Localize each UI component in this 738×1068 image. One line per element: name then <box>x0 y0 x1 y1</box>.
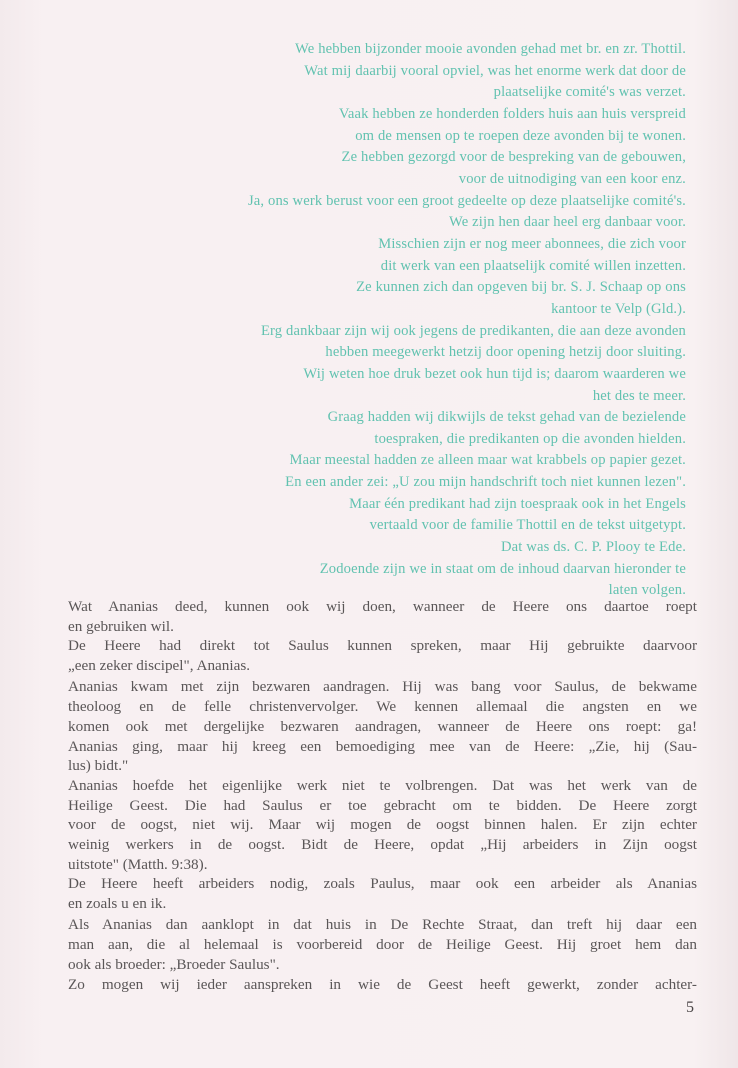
body-line: Ananias hoefde het eigenlijke werk niet te volbrengen. Dat was het werk van de <box>68 776 697 794</box>
body-line: „een zeker discipel", Ananias. <box>68 657 251 675</box>
intro-line: laten volgen. <box>608 582 686 599</box>
body-line: Zo mogen wij ieder aanspreken in wie de Geest heeft gewerkt, zonder achter- <box>68 975 697 993</box>
intro-line: En een ander zei: „U zou mijn handschrift toch niet kunnen lezen". <box>285 474 686 491</box>
intro-line: Maar meestal hadden ze alleen maar wat krabbels op papier gezet. <box>289 452 686 469</box>
intro-line: Dat was ds. C. P. Plooy te Ede. <box>500 539 686 556</box>
body-line: theoloog en de felle christenvervolger. We kennen allemaal die angsten en we <box>68 698 697 716</box>
intro-line: toespraken, die predikanten op die avonden hielden. <box>374 430 686 447</box>
intro-line: Erg dankbaar zijn wij ook jegens de predikanten, die aan deze avonden <box>260 322 686 339</box>
intro-line: voor de uitnodiging van een koor enz. <box>458 170 686 187</box>
intro-line: We hebben bijzonder mooie avonden gehad met br. en zr. Thottil. <box>295 41 686 57</box>
body-line: en zoals u en ik. <box>68 895 167 913</box>
intro-line: Wij weten hoe druk bezet ook hun tijd is; daarom waarderen we <box>303 365 686 382</box>
intro-line: Maar één predikant had zijn toespraak ook in het Engels <box>349 495 686 512</box>
intro-line: Wat mij daarbij vooral opviel, was het enorme werk dat door de <box>304 62 686 79</box>
body-line: uitstote" (Matth. 9:38). <box>68 855 208 873</box>
body-line: ook als broeder: „Broeder Saulus". <box>68 955 280 973</box>
body-line: Als Ananias dan aanklopt in dat huis in De Rechte Straat, dan treft hij daar een <box>68 916 697 934</box>
body-line: lus) bidt." <box>68 757 129 775</box>
body-line: De Heere heeft arbeiders nodig, zoals Paulus, maar ook een arbeider als Ananias <box>68 875 697 893</box>
intro-line: kantoor te Velp (Gld.). <box>551 300 686 317</box>
body-line: weinig werkers in de oogst. Bidt de Heere, opdat „Hij arbeiders in Zijn oogst <box>68 836 697 854</box>
intro-line: plaatselijke comité's was verzet. <box>493 84 686 101</box>
intro-line: om de mensen op te roepen deze avonden bij te wonen. <box>355 127 686 144</box>
body-line: voor de oogst, niet wij. Maar wij mogen de oogst binnen halen. Er zijn echter <box>68 816 697 834</box>
intro-line: Ja, ons werk berust voor een groot gedeelte op deze plaatselijke comité's. <box>247 192 686 209</box>
body-line: komen ook met dergelijke bezwaren aandragen, wanneer de Heere ons roept: ga! <box>68 717 697 735</box>
intro-line: Vaak hebben ze honderden folders huis aan huis verspreid <box>338 105 686 122</box>
intro-line: Ze hebben gezorgd voor de bespreking van de gebouwen, <box>341 149 686 166</box>
intro-text-block <box>126 39 686 602</box>
intro-line: dit werk van een plaatselijk comité willen inzetten. <box>380 257 686 274</box>
body-line: man aan, die al helemaal is voorbereid door de Heilige Geest. Hij groet hem dan <box>68 936 697 954</box>
intro-line: Misschien zijn er nog meer abonnees, die zich voor <box>378 235 686 252</box>
page-number: 5 <box>686 999 694 1016</box>
intro-line: hebben meegewerkt hetzij door opening hetzij door sluiting. <box>325 344 686 361</box>
body-line: De Heere had direkt tot Saulus kunnen spreken, maar Hij gebruikte daarvoor <box>68 637 697 655</box>
body-line: Ananias kwam met zijn bezwaren aandragen. Hij was bang voor Saulus, de bekwame <box>68 678 697 696</box>
body-line: en gebruiken wil. <box>68 617 174 635</box>
body-line: Ananias ging, maar hij kreeg een bemoediging mee van de Heere: „Zie, hij (Sau- <box>68 737 697 755</box>
intro-line: Zodoende zijn we in staat om de inhoud daarvan hieronder te <box>319 560 686 577</box>
intro-line: vertaald voor de familie Thottil en de tekst uitgetypt. <box>369 517 686 534</box>
intro-line: het des te meer. <box>592 387 686 404</box>
body-line: Wat Ananias deed, kunnen ook wij doen, wanneer de Heere ons daartoe roept <box>68 598 697 615</box>
intro-line: Ze kunnen zich dan opgeven bij br. S. J. Schaap op ons <box>356 279 686 296</box>
intro-line: We zijn hen daar heel erg danbaar voor. <box>449 214 686 231</box>
body-line: Heilige Geest. Die had Saulus er toe gebracht om te bidden. De Heere zorgt <box>68 796 697 814</box>
body-text-block <box>68 597 697 994</box>
intro-line: Graag hadden wij dikwijls de tekst gehad van de bezielende <box>327 409 686 426</box>
